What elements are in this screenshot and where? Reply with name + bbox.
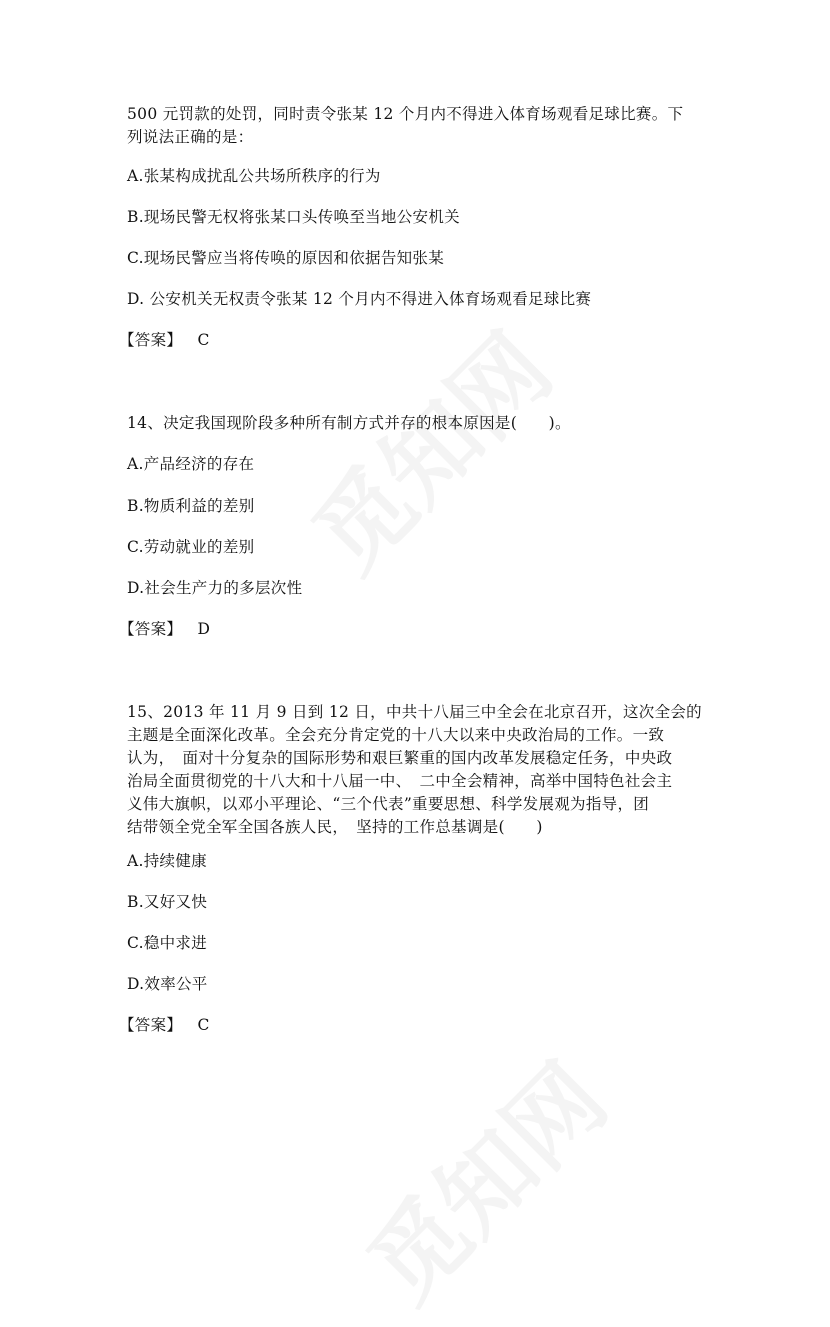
answer-label: 【答案】	[119, 620, 183, 638]
answer-line	[119, 329, 210, 351]
answer-label: 【答案】	[119, 1016, 183, 1034]
question-stem-line: 治局全面贯彻党的十八大和十八届一中、 二中全会精神，高举中国特色社会主	[127, 772, 673, 790]
watermark-logo	[279, 299, 577, 597]
answer-value: C	[197, 1016, 210, 1034]
option-b: B.现场民警无权将张某口头传唤至当地公安机关	[127, 208, 460, 226]
question-stem-line: 主题是全面深化改革。全会充分肯定党的十八大以来中央政治局的工作。一致	[127, 726, 665, 744]
option-d: D.效率公平	[127, 975, 208, 993]
option-c: C.稳中求进	[127, 934, 208, 952]
question-stem-line: 认为， 面对十分复杂的国际形势和艰巨繁重的国内改革发展稳定任务，中央政	[127, 749, 673, 767]
question-stem-line: 结带领全党全军全国各族人民， 坚持的工作总基调是( )	[127, 818, 543, 836]
option-c: C.劳动就业的差别	[127, 538, 255, 556]
question-stem: 14、决定我国现阶段多种所有制方式并存的根本原因是( )。	[127, 414, 571, 432]
option-a: A.持续健康	[127, 852, 207, 870]
option-d: D.社会生产力的多层次性	[127, 579, 303, 597]
option-d: D. 公安机关无权责令张某 12 个月内不得进入体育场观看足球比赛	[127, 290, 592, 308]
option-b: B.物质利益的差别	[127, 497, 255, 515]
answer-value: C	[197, 331, 210, 349]
question-stem-line: 列说法正确的是：	[127, 128, 254, 146]
question-stem-line: 500 元罚款的处罚，同时责令张某 12 个月内不得进入体育场观看足球比赛。下	[127, 105, 684, 123]
option-a: A.张某构成扰乱公共场所秩序的行为	[127, 167, 381, 185]
watermark-logo	[334, 1029, 632, 1327]
answer-line	[119, 1014, 210, 1036]
question-stem-line: 义伟大旗帜，以邓小平理论、“三个代表”重要思想、科学发展观为指导，团	[127, 795, 650, 813]
option-a: A.产品经济的存在	[127, 455, 255, 473]
answer-value: D	[197, 620, 211, 638]
option-b: B.又好又快	[127, 893, 208, 911]
answer-label: 【答案】	[119, 331, 183, 349]
question-stem-line: 15、2013 年 11 月 9 日到 12 日，中共十八届三中全会在北京召开，这次全会的	[127, 703, 702, 721]
answer-line	[119, 618, 210, 640]
option-c: C.现场民警应当将传唤的原因和依据告知张某	[127, 249, 445, 267]
